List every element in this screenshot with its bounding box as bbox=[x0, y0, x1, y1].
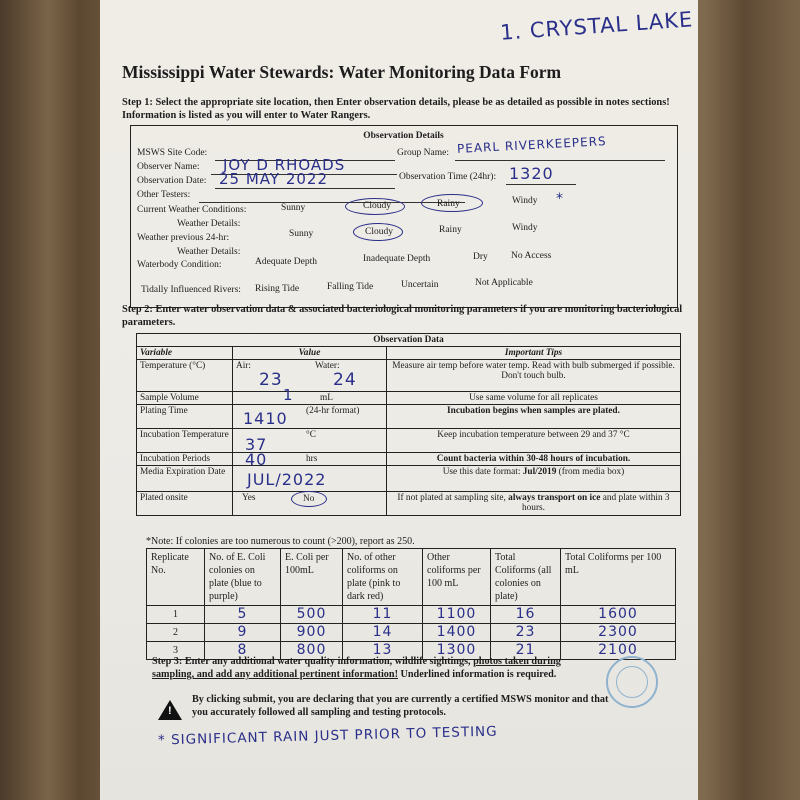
air-label: Air: bbox=[236, 361, 251, 371]
col-tips: Important Tips bbox=[387, 347, 681, 360]
incubation-temp-unit: °C bbox=[306, 430, 316, 440]
media-expiration-cell[interactable] bbox=[233, 466, 387, 492]
sample-volume-value: 1 bbox=[283, 386, 294, 404]
total-colonies-value[interactable]: 16 bbox=[491, 606, 561, 624]
prev-cloudy-circle-mark bbox=[353, 223, 403, 241]
plated-no-circle-mark bbox=[291, 491, 327, 507]
tide-falling[interactable]: Falling Tide bbox=[327, 282, 374, 292]
air-temp-value: 23 bbox=[259, 370, 283, 390]
ecoli-colonies-value[interactable]: 9 bbox=[205, 624, 281, 642]
prev-windy[interactable]: Windy bbox=[512, 223, 538, 233]
waterbody-details-label: Weather Details: bbox=[177, 247, 241, 257]
other-per-100-value[interactable]: 1300 bbox=[423, 642, 491, 660]
replicate-no: 1 bbox=[147, 606, 205, 624]
col-value: Value bbox=[233, 347, 387, 360]
temperature-value-cell[interactable] bbox=[233, 360, 387, 392]
form-paper bbox=[100, 0, 698, 800]
plated-no-option[interactable]: No bbox=[303, 494, 315, 504]
tide-rising[interactable]: Rising Tide bbox=[255, 284, 300, 294]
total-per-100-value[interactable]: 1600 bbox=[561, 606, 676, 624]
ecoli-per-100-value[interactable]: 800 bbox=[281, 642, 343, 660]
incubation-periods-value: 40 bbox=[245, 450, 268, 469]
other-colonies-value[interactable]: 14 bbox=[343, 624, 423, 642]
plated-onsite-cell[interactable] bbox=[233, 492, 387, 516]
media-expiration-value: JUL/2022 bbox=[247, 470, 327, 489]
incubation-periods-unit: hrs bbox=[306, 454, 318, 464]
waterbody-inadequate[interactable]: Inadequate Depth bbox=[363, 254, 431, 264]
colony-note: *Note: If colonies are too numerous to count (>200), report as 250. bbox=[146, 536, 415, 547]
incubation-temp-tip: Keep incubation temperature between 29 and 37 °C bbox=[387, 429, 681, 453]
row-sample-volume-label: Sample Volume bbox=[137, 392, 233, 405]
prev-cloudy[interactable]: Cloudy bbox=[365, 227, 393, 237]
weather-previous-label: Weather previous 24-hr: bbox=[137, 233, 230, 243]
plating-time-cell[interactable] bbox=[233, 405, 387, 429]
corner-note: 1. CRYSTAL LAKE bbox=[499, 7, 694, 45]
prev-sunny[interactable]: Sunny bbox=[289, 229, 314, 239]
total-colonies-value[interactable]: 21 bbox=[491, 642, 561, 660]
media-expiration-tip: Use this date format: Jul/2019 (from media box) bbox=[387, 466, 681, 492]
ecoli-colonies-value[interactable]: 8 bbox=[205, 642, 281, 660]
plating-time-unit: (24-hr format) bbox=[306, 406, 360, 416]
total-per-100-value[interactable]: 2100 bbox=[561, 642, 676, 660]
observation-details-heading: Observation Details bbox=[363, 131, 444, 141]
observation-time-value: 1320 bbox=[509, 164, 554, 183]
weather-star-mark: * bbox=[556, 191, 564, 207]
incubation-temp-cell[interactable] bbox=[233, 429, 387, 453]
row-plating-time-label: Plating Time bbox=[137, 405, 233, 429]
waterbody-condition-label: Waterbody Condition: bbox=[137, 260, 222, 270]
waterbody-dry[interactable]: Dry bbox=[473, 252, 488, 262]
other-testers-label: Other Testers: bbox=[137, 190, 191, 200]
row-media-expiration-label: Media Expiration Date bbox=[137, 466, 233, 492]
site-code-label: MSWS Site Code: bbox=[137, 148, 208, 158]
hdr-total-coliforms: Total Coliforms (all colonies on plate) bbox=[491, 549, 561, 606]
handwritten-note: * SIGNIFICANT RAIN JUST PRIOR TO TESTING bbox=[157, 723, 498, 749]
total-per-100-value[interactable]: 2300 bbox=[561, 624, 676, 642]
replicate-table bbox=[146, 548, 676, 660]
hdr-ecoli-colonies: No. of E. Coli colonies on plate (blue to purple) bbox=[205, 549, 281, 606]
other-colonies-value[interactable]: 11 bbox=[343, 606, 423, 624]
observation-time-label: Observation Time (24hr): bbox=[399, 172, 497, 182]
incubation-periods-cell[interactable] bbox=[233, 450, 387, 469]
weather-details-label: Weather Details: bbox=[177, 219, 241, 229]
ecoli-per-100-value[interactable]: 500 bbox=[281, 606, 343, 624]
water-label: Water: bbox=[315, 361, 340, 371]
incubation-periods-tip: Count bacteria within 30-48 hours of incubation. bbox=[387, 453, 681, 466]
row-incubation-periods-label: Incubation Periods bbox=[137, 453, 233, 466]
observation-time-field[interactable] bbox=[506, 184, 576, 185]
tide-not-applicable[interactable]: Not Applicable bbox=[475, 278, 533, 288]
page-title: Mississippi Water Stewards: Water Monitoring Data Form bbox=[122, 62, 562, 82]
waterbody-adequate[interactable]: Adequate Depth bbox=[255, 257, 317, 267]
warning-icon: ! bbox=[158, 700, 182, 720]
step2-instructions: Step 2: Enter water observation data & associated bacteriological monitoring parameters if you are monitoring bacteriological parameters. bbox=[122, 304, 683, 328]
table-row bbox=[147, 606, 676, 624]
row-temperature-label: Temperature (°C) bbox=[137, 360, 233, 392]
plated-yes-option[interactable]: Yes bbox=[242, 493, 256, 503]
replicate-no: 2 bbox=[147, 624, 205, 642]
row-incubation-temp-label: Incubation Temperature bbox=[137, 429, 233, 453]
hdr-ecoli-per-100: E. Coli per 100mL bbox=[281, 549, 343, 606]
observation-date-value: 25 MAY 2022 bbox=[219, 170, 328, 188]
weather-sunny[interactable]: Sunny bbox=[281, 203, 306, 213]
weather-rainy[interactable]: Rainy bbox=[437, 199, 460, 209]
hdr-other-per-100: Other coliforms per 100 mL bbox=[423, 549, 491, 606]
water-temp-value: 24 bbox=[333, 370, 357, 390]
waterbody-no-access[interactable]: No Access bbox=[511, 251, 552, 261]
declaration-text: By clicking submit, you are declaring that you are currently a certified MSWS monitor and that you accurately followed all sampling and testing protocols. bbox=[192, 694, 609, 718]
hdr-total-per-100: Total Coliforms per 100 mL bbox=[561, 549, 676, 606]
group-name-field[interactable] bbox=[455, 160, 665, 161]
plating-time-tip: Incubation begins when samples are plated. bbox=[387, 405, 681, 429]
other-per-100-value[interactable]: 1100 bbox=[423, 606, 491, 624]
step3-instructions: Step 3: Enter any additional water quality information, wildlife sightings, photos taken during sampling, and add any additional pertinent information! Underlined information is required. bbox=[152, 656, 561, 680]
observation-details-box bbox=[130, 125, 678, 308]
other-per-100-value[interactable]: 1400 bbox=[423, 624, 491, 642]
row-plated-onsite-label: Plated onsite bbox=[137, 492, 233, 516]
rainy-circle-mark bbox=[421, 194, 483, 212]
tide-uncertain[interactable]: Uncertain bbox=[401, 280, 439, 290]
observation-data-table bbox=[136, 333, 681, 516]
group-name-value: PEARL RIVERKEEPERS bbox=[456, 134, 607, 156]
step1-instructions: Step 1: Select the appropriate site location, then Enter observation details, please be as detailed as possible in notes sections! Information is listed as you will enter to Water Rangers. bbox=[122, 97, 670, 121]
hdr-other-coliforms: No. of other coliforms on plate (pink to dark red) bbox=[343, 549, 423, 606]
plating-time-value: 1410 bbox=[243, 409, 288, 428]
plated-onsite-tip: If not plated at sampling site, always transport on ice and plate within 3 hours. bbox=[387, 492, 681, 516]
observation-data-heading: Observation Data bbox=[137, 334, 681, 347]
sample-volume-cell[interactable] bbox=[233, 386, 387, 405]
other-colonies-value[interactable]: 13 bbox=[343, 642, 423, 660]
tidal-rivers-label: Tidally Influenced Rivers: bbox=[141, 285, 241, 295]
observer-name-label: Observer Name: bbox=[137, 162, 200, 172]
total-colonies-value[interactable]: 23 bbox=[491, 624, 561, 642]
temperature-tip: Measure air temp before water temp. Read with bulb submerged if possible. Don't touch bulb. bbox=[387, 360, 681, 392]
weather-cloudy[interactable]: Cloudy bbox=[363, 201, 391, 211]
ecoli-per-100-value[interactable]: 900 bbox=[281, 624, 343, 642]
table-row bbox=[147, 624, 676, 642]
observation-date-label: Observation Date: bbox=[137, 176, 207, 186]
replicate-no: 3 bbox=[147, 642, 205, 660]
msws-seal-logo bbox=[606, 656, 658, 708]
sample-volume-tip: Use same volume for all replicates bbox=[387, 392, 681, 405]
hdr-replicate: Replicate No. bbox=[147, 549, 205, 606]
col-variable: Variable bbox=[137, 347, 233, 360]
sample-volume-unit: mL bbox=[320, 393, 333, 403]
prev-rainy[interactable]: Rainy bbox=[439, 225, 462, 235]
observation-date-field[interactable] bbox=[215, 188, 395, 189]
group-name-label: Group Name: bbox=[397, 148, 449, 158]
weather-windy[interactable]: Windy bbox=[512, 196, 538, 206]
incubation-temp-value: 37 bbox=[245, 435, 268, 454]
ecoli-colonies-value[interactable]: 5 bbox=[205, 606, 281, 624]
observer-name-value: JOY D RHOADS bbox=[223, 156, 346, 174]
current-weather-label: Current Weather Conditions: bbox=[137, 205, 247, 215]
cloudy-circle-mark bbox=[345, 198, 405, 215]
